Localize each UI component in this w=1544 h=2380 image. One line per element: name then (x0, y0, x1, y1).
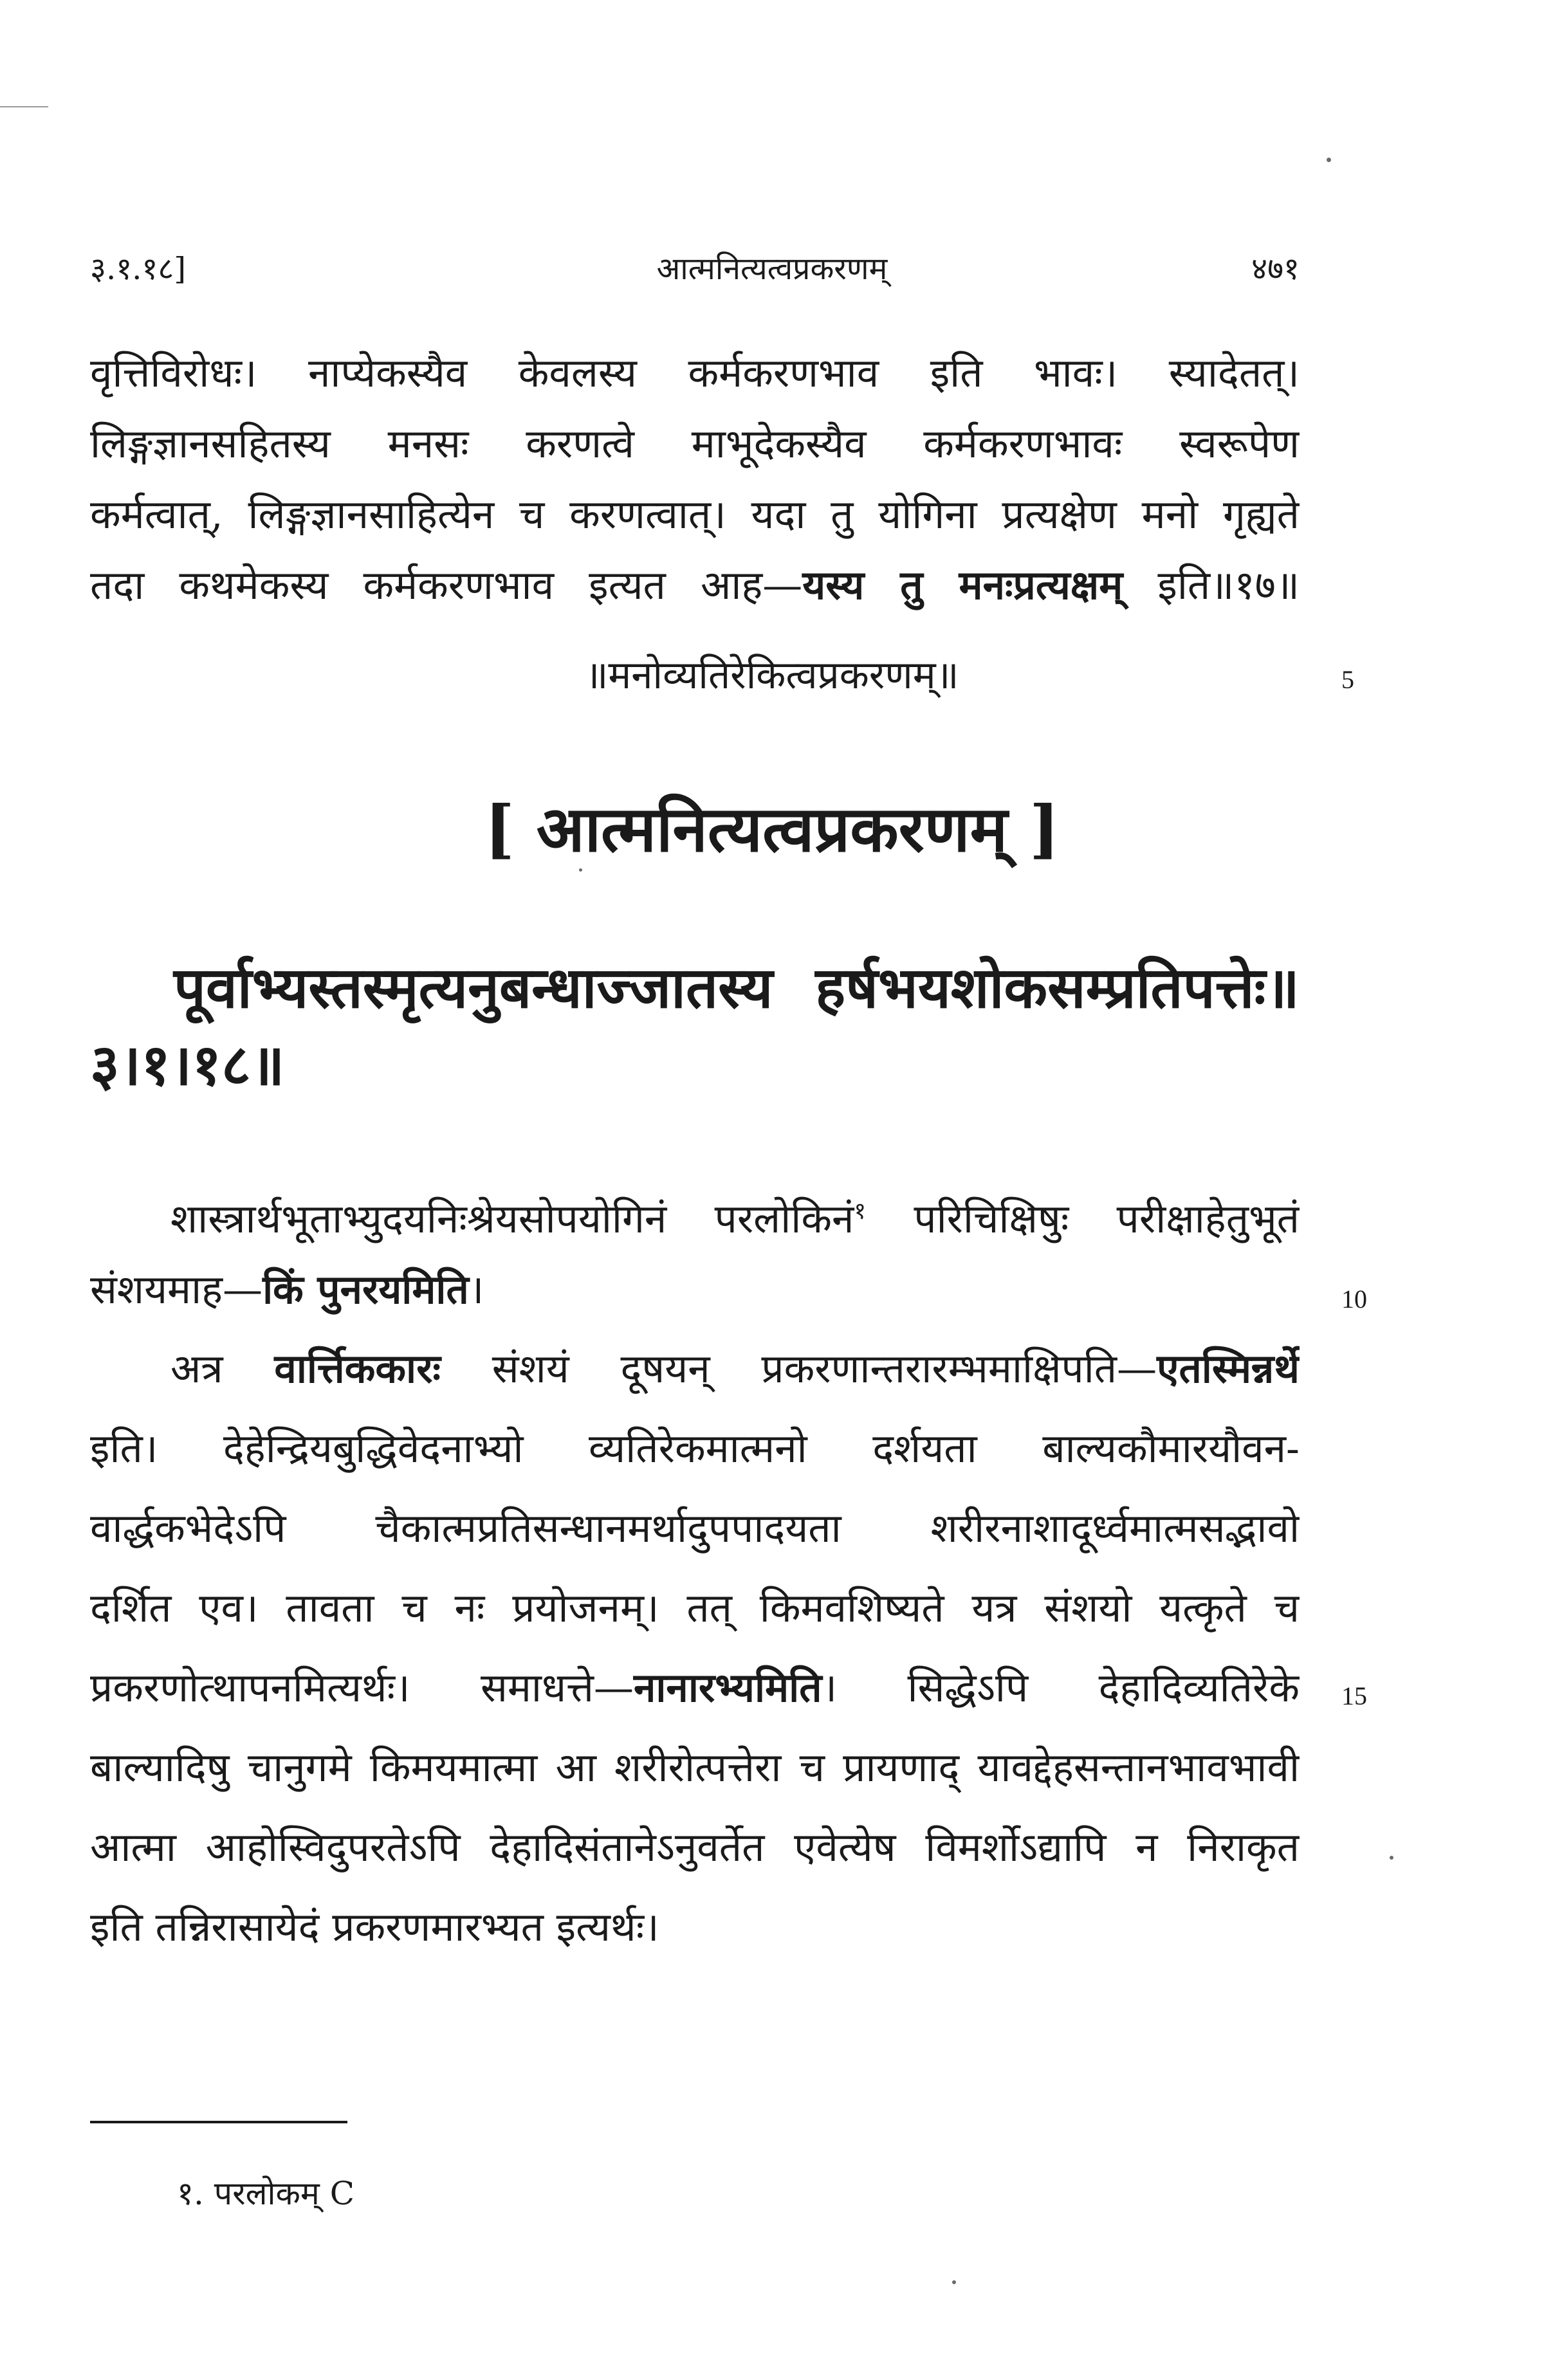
p2-l4-text: दर्शित एव। तावता च नः प्रयोजनम्। तत् किमवशिष्यते यत्र संशयो यत्कृते च (90, 1584, 1300, 1631)
commentary-p2-line-7 (90, 1822, 1300, 1873)
footnote (177, 2173, 354, 2214)
commentary-p1-line-2 (90, 1264, 1300, 1315)
p1-l1-text-a: शास्त्रार्थभूताभ्युदयनिःश्रेयसोपयोगिनं परलोकिनं (170, 1195, 854, 1242)
p2-l1-text-a: अत्र (170, 1345, 275, 1392)
prev-line-4-text-a: तदा कथमेकस्य कर्मकरणभाव इत्यत आह— (90, 562, 803, 609)
p1-l2-quote: किं पुनरयमिति (262, 1266, 469, 1313)
scan-edge-mark (0, 106, 48, 107)
p2-l1-quote: एतस्मिन्नर्थे (1157, 1345, 1300, 1392)
sutra-text: पूर्वाभ्यस्तस्मृत्यनुबन्धाज्जातस्य हर्षभयशोकसम्प्रतिपत्तेः॥ (174, 954, 1300, 1021)
header-section-ref: ३.१.१८] (90, 251, 187, 287)
header-title: आत्मनित्यत्वप्रकरणम् (656, 251, 888, 287)
commentary-p2-line-8 (90, 1901, 1300, 1953)
prev-line-1-text: वृत्तिविरोधः। नाप्येकस्यैव केवलस्य कर्मकरणभाव इति भावः। स्यादेतत्। (90, 349, 1300, 396)
p1-l1-text-b: परिचिक्षिषुः परीक्षाहेतुभूतं (866, 1195, 1300, 1242)
p2-l6-text: बाल्यादिषु चानुगमे किमयमात्मा आ शरीरोत्पत्तेरा च प्रायणाद् यावद्देहसन्तानभावभावी (90, 1744, 1300, 1791)
prev-section-line-4 (90, 560, 1300, 611)
section-colophon: ॥मनोव्यतिरेकित्वप्रकरणम्॥ (585, 653, 959, 698)
p2-l5-text-a: प्रकरणोत्थापनमित्यर्थः। समाधत्ते— (90, 1664, 634, 1711)
prev-section-line-2 (90, 418, 1300, 470)
p1-l2-text-a: संशयमाह— (90, 1266, 263, 1313)
footnote-marker: १. (177, 2175, 204, 2212)
p2-l1-author: वार्त्तिककारः (274, 1345, 441, 1392)
line-number-15: 15 (1341, 1681, 1367, 1710)
commentary-p2-line-4 (90, 1582, 1300, 1634)
line-number-5: 5 (1341, 665, 1354, 694)
prev-line-4-quote: यस्य तु मनःप्रत्यक्षम् (802, 562, 1123, 609)
header-page-number: ४७१ (1251, 251, 1300, 287)
sutra-number: ३।१।१८॥ (90, 1031, 285, 1098)
commentary-p2-line-5 (90, 1662, 1300, 1714)
p2-l5-text-c: । सिद्धेऽपि देहादिव्यतिरेके (822, 1664, 1300, 1711)
prev-section-line-1 (90, 347, 1300, 399)
commentary-p2-line-2 (90, 1423, 1300, 1474)
p2-l3-text: वार्द्धकभेदेऽपि चैकात्मप्रतिसन्धानमर्थादुपपादयता शरीरनाशादूर्ध्वमात्मसद्भावो (90, 1505, 1300, 1552)
commentary-p2-line-3 (90, 1503, 1300, 1554)
prev-line-4-text-b: इति॥१७॥ (1123, 562, 1300, 609)
footnote-ref-1: १ (854, 1198, 867, 1225)
p2-l2-text: इति। देहेन्द्रियबुद्धिवेदनाभ्यो व्यतिरेकमात्मनो दर्शयता बाल्यकौमारयौवन- (90, 1425, 1300, 1472)
commentary-p1-line-1 (90, 1193, 1300, 1245)
scan-speck (952, 2280, 956, 2284)
prev-line-2-text: लिङ्गज्ञानसहितस्य मनसः करणत्वे माभूदेकस्यैव कर्मकरणभावः स्वरूपेण (90, 420, 1300, 467)
p2-l1-text-c: संशयं दूषयन् प्रकरणान्तरारम्भमाक्षिपति— (440, 1345, 1157, 1392)
footnote-body: परलोकम् C (203, 2175, 354, 2212)
prev-section-line-3 (90, 489, 1300, 540)
prev-line-3-text: कर्मत्वात्, लिङ्गज्ञानसाहित्येन च करणत्वात्। यदा तु योगिना प्रत्यक्षेण मनो गृह्यते (90, 491, 1300, 538)
footnote-rule (90, 2121, 347, 2123)
scan-speck (1327, 158, 1331, 162)
commentary-p2-line-6 (90, 1742, 1300, 1793)
line-number-10: 10 (1341, 1285, 1367, 1314)
p2-l5-quote: नानारभ्यमिति (633, 1664, 822, 1711)
scan-speck (579, 868, 582, 872)
section-heading: [ आत्मनित्यत्वप्रकरणम् ] (484, 792, 1060, 866)
commentary-p2-line-1 (90, 1343, 1300, 1395)
p1-l2-text-c: । (468, 1266, 484, 1313)
scan-speck (1390, 1856, 1393, 1860)
p2-l7-text: आत्मा आहोस्विदुपरतेऽपि देहादिसंतानेऽनुवर्तेत एवेत्येष विमर्शोऽद्यापि न निराकृत (90, 1824, 1300, 1871)
p2-l8-text: इति तन्निरासायेदं प्रकरणमारभ्यत इत्यर्थः। (90, 1903, 659, 1950)
